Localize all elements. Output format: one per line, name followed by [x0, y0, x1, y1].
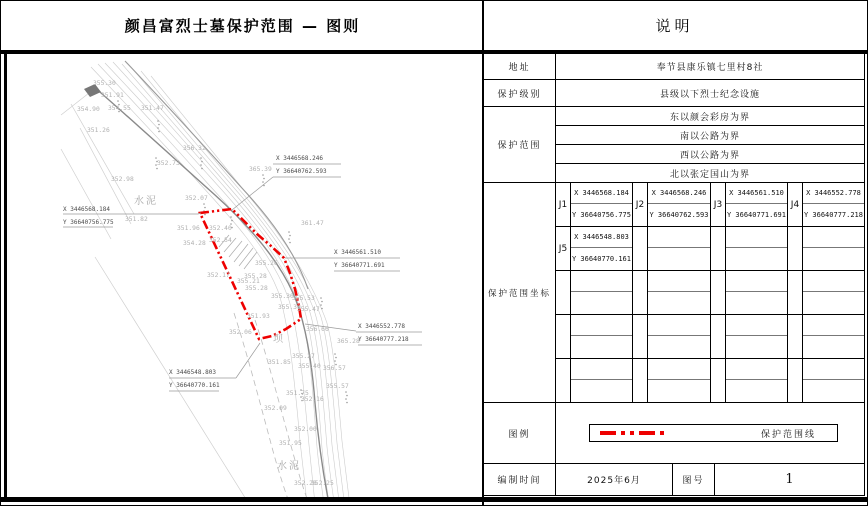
coord-y-value — [803, 336, 864, 358]
legend-item — [589, 424, 838, 442]
coord-point-values — [726, 315, 788, 359]
coord-point-id: J2 — [633, 183, 648, 227]
spot-elevation: 355.39 — [278, 304, 301, 311]
coord-point-id — [556, 315, 571, 359]
scope-west: 西以公路为界 — [556, 145, 865, 164]
survey-dots — [346, 402, 348, 404]
coord-point-id — [788, 359, 803, 403]
coord-point-values — [803, 183, 865, 227]
boundary-gray-line — [95, 257, 249, 497]
coord-point-id: J3 — [711, 183, 726, 227]
survey-dots — [200, 157, 202, 159]
spot-elevation: 352.09 — [264, 405, 287, 412]
spot-elevation: 352.06 — [229, 329, 252, 336]
callout-x-coordinate: X 3446568.246 — [276, 155, 323, 162]
spot-elevation: 352.16 — [301, 396, 324, 403]
protection-level-value: 县级以下烈士纪念设施 — [556, 80, 865, 107]
coord-point-values — [648, 315, 711, 359]
terrain-label: 水泥 — [134, 196, 158, 207]
callout-x-coordinate: X 3446548.803 — [169, 369, 216, 376]
coord-x-value — [726, 271, 787, 292]
spot-elevation: 361.47 — [301, 220, 324, 227]
survey-dots — [117, 100, 119, 102]
survey-dots — [263, 178, 265, 180]
sheet-title: 颜昌富烈士墓保护范围 — 图则 — [124, 17, 361, 35]
survey-dots — [204, 207, 206, 209]
terrain-label: 水泥 — [277, 461, 301, 472]
tomb-hatch — [234, 244, 248, 262]
coord-y-value — [803, 248, 864, 270]
survey-dots — [289, 242, 291, 244]
spot-elevation: 351.47 — [141, 105, 164, 112]
survey-dots — [201, 168, 203, 170]
coord-point-values — [648, 227, 711, 271]
contour-line — [98, 64, 315, 497]
coord-x-value — [648, 359, 710, 380]
coordinates-label: 保护范围坐标 — [484, 183, 556, 403]
coord-point-values — [571, 183, 633, 227]
survey-dots — [346, 395, 348, 397]
survey-dots — [288, 238, 290, 240]
coord-x-value — [726, 227, 787, 248]
spot-elevation: 354.90 — [77, 106, 100, 113]
address-label: 地址 — [484, 54, 556, 80]
coord-y-value — [571, 336, 632, 358]
spot-elevation: 352.17 — [207, 272, 230, 279]
notes-header: 说明 — [655, 17, 694, 35]
coord-point-values — [803, 315, 865, 359]
coord-point-values — [648, 183, 711, 227]
spot-elevation: 351.91 — [101, 92, 124, 99]
legend-label: 图例 — [484, 403, 556, 464]
survey-dots — [345, 398, 347, 400]
coord-x-value — [648, 227, 710, 248]
coord-x-value — [803, 271, 864, 292]
spot-elevation: 354.55 — [108, 105, 131, 112]
coord-y-value — [803, 292, 864, 314]
survey-dots — [321, 308, 323, 310]
address-value: 奉节县康乐镇七里村8社 — [556, 54, 865, 80]
spot-elevation: 354.28 — [183, 240, 206, 247]
spot-elevation: 356.32 — [183, 145, 206, 152]
coord-point-id — [633, 271, 648, 315]
survey-dots — [158, 131, 160, 133]
survey-dots — [289, 235, 291, 237]
coord-y-value — [648, 336, 710, 358]
coord-point-values — [648, 359, 711, 403]
callout-y-coordinate: Y 36640770.161 — [169, 382, 220, 389]
spot-elevation: 355.47 — [297, 306, 320, 313]
terrain-label: 坝 — [273, 334, 285, 345]
site-map — [2, 54, 482, 497]
coord-y-value: Y 36640756.775 — [571, 211, 631, 219]
coord-point-id — [711, 227, 726, 271]
survey-dots — [156, 168, 158, 170]
legend-line-label: 保护范围线 — [760, 429, 816, 440]
survey-dots — [335, 357, 337, 359]
coord-point-values — [571, 359, 633, 403]
coord-y-value — [726, 248, 787, 270]
spot-elevation: 355.28 — [245, 285, 268, 292]
survey-dots — [204, 214, 206, 216]
spot-elevation: 351.26 — [87, 127, 110, 134]
survey-dots — [320, 297, 322, 299]
survey-dots — [157, 120, 159, 122]
spot-elevation: 355.30 — [271, 293, 294, 300]
survey-dots — [157, 127, 159, 129]
survey-dots — [158, 124, 160, 126]
coord-x-value: X 3446561.510 — [726, 183, 787, 204]
scope-east: 东以颜会彩房为界 — [556, 107, 865, 126]
coord-y-value — [571, 292, 632, 314]
coord-point-id — [788, 315, 803, 359]
compile-date-value: 2025年6月 — [556, 464, 673, 496]
spot-elevation: 356.66 — [306, 326, 329, 333]
coord-point-id — [556, 271, 571, 315]
coord-point-id — [556, 359, 571, 403]
survey-dots — [203, 203, 205, 205]
coord-x-value — [726, 315, 787, 336]
coord-point-id: J5 — [556, 227, 571, 271]
callout-x-coordinate: X 3446552.778 — [358, 323, 405, 330]
callout-x-coordinate: X 3446568.184 — [63, 206, 110, 213]
coord-point-values — [726, 359, 788, 403]
callout-x-coordinate: X 3446561.510 — [334, 249, 381, 256]
coord-point-values — [803, 271, 865, 315]
survey-dots — [155, 157, 157, 159]
coord-y-value — [648, 380, 710, 402]
spot-elevation: 352.54 — [209, 237, 232, 244]
spot-elevation: 352.28 — [294, 480, 317, 487]
coord-x-value — [571, 271, 632, 292]
callout-y-coordinate: Y 36640771.691 — [334, 262, 385, 269]
spot-elevation: 352.40 — [209, 225, 232, 232]
legend-area — [556, 403, 865, 464]
coord-point-values — [726, 183, 788, 227]
spot-elevation: 351.82 — [125, 216, 148, 223]
survey-dots — [345, 391, 347, 393]
spot-elevation: 352.25 — [311, 480, 334, 487]
survey-dots — [262, 174, 264, 176]
coord-x-value — [726, 359, 787, 380]
coord-point-values — [726, 271, 788, 315]
spot-elevation: 355.30 — [93, 80, 116, 87]
survey-dots — [231, 220, 233, 222]
spot-elevation: 351.95 — [279, 440, 302, 447]
coord-point-id — [633, 359, 648, 403]
coord-x-value: X 3446552.778 — [803, 183, 864, 204]
coord-point-id — [633, 315, 648, 359]
spot-elevation: 352.98 — [111, 176, 134, 183]
spot-elevation: 355.27 — [292, 353, 315, 360]
spot-elevation: 355.28 — [244, 273, 267, 280]
spot-elevation: 355.57 — [326, 383, 349, 390]
coord-y-value: Y 36640762.593 — [649, 211, 709, 219]
coord-x-value — [803, 227, 864, 248]
coord-x-value — [571, 359, 632, 380]
spot-elevation: 351.75 — [286, 390, 309, 397]
coord-x-value: X 3446568.184 — [571, 183, 632, 204]
spot-elevation: 352.07 — [185, 195, 208, 202]
spot-elevation: 351.93 — [247, 313, 270, 320]
survey-dots — [320, 304, 322, 306]
spot-elevation: 352.00 — [294, 426, 317, 433]
callout-y-coordinate: Y 36640762.593 — [276, 168, 327, 175]
survey-dots — [200, 164, 202, 166]
coord-point-id — [711, 359, 726, 403]
compile-date-label: 编制时间 — [484, 464, 556, 496]
coord-y-value — [571, 380, 632, 402]
spot-elevation: 355.40 — [298, 363, 321, 370]
coord-point-values — [803, 359, 865, 403]
coord-x-value: X 3446568.246 — [648, 183, 710, 204]
coord-x-value — [803, 315, 864, 336]
coord-y-value — [726, 380, 787, 402]
spot-elevation: 351.85 — [268, 359, 291, 366]
survey-dots — [334, 353, 336, 355]
spot-elevation: 355.21 — [237, 278, 260, 285]
coord-point-id — [711, 271, 726, 315]
spot-elevation: 355.26 — [255, 260, 278, 267]
spot-elevation: 355.53 — [292, 295, 315, 302]
coord-y-value — [648, 248, 710, 270]
spot-elevation: 356.57 — [323, 365, 346, 372]
coord-x-value — [648, 271, 710, 292]
survey-dots — [334, 360, 336, 362]
coord-point-values — [726, 227, 788, 271]
coord-x-value — [803, 359, 864, 380]
notes-table — [484, 54, 865, 498]
coord-y-value — [726, 336, 787, 358]
road-line — [125, 61, 308, 289]
callout-leader — [236, 343, 260, 378]
survey-dots — [230, 216, 232, 218]
coord-point-values — [648, 271, 711, 315]
coord-point-id — [633, 227, 648, 271]
spot-elevation: 365.39 — [249, 166, 272, 173]
protection-level-label: 保护级别 — [484, 80, 556, 107]
boundary-gray-line — [71, 104, 134, 214]
sheet-number-label: 图号 — [673, 464, 715, 496]
coord-point-values — [571, 315, 633, 359]
coord-y-value: Y 36640770.161 — [571, 255, 631, 263]
coord-y-value — [726, 292, 787, 314]
coord-y-value — [648, 292, 710, 314]
coord-x-value — [648, 315, 710, 336]
callout-y-coordinate: Y 36640777.218 — [358, 336, 409, 343]
coord-y-value: Y 36640777.218 — [803, 211, 863, 219]
coord-x-value — [571, 315, 632, 336]
boundary-line-sample — [598, 428, 668, 438]
coord-y-value — [803, 380, 864, 402]
coord-point-values — [803, 227, 865, 271]
coord-point-id — [788, 271, 803, 315]
survey-dots — [262, 181, 264, 183]
coord-point-id: J1 — [556, 183, 571, 227]
tomb-hatch — [239, 248, 253, 266]
coord-y-value: Y 36640771.691 — [726, 211, 786, 219]
coord-point-id: J4 — [788, 183, 803, 227]
scope-north: 北以张定国山为界 — [556, 164, 865, 183]
coord-point-values — [571, 227, 633, 271]
spot-elevation: 351.96 — [177, 225, 200, 232]
coord-point-id — [711, 315, 726, 359]
survey-dots — [201, 161, 203, 163]
coord-point-id — [788, 227, 803, 271]
contour-line — [105, 63, 324, 497]
scope-south: 南以公路为界 — [556, 126, 865, 145]
spot-elevation: 352.73 — [157, 160, 180, 167]
callout-y-coordinate: Y 36640756.775 — [63, 219, 114, 226]
sheet-number-value: 1 — [715, 464, 865, 496]
coord-point-values — [571, 271, 633, 315]
protection-scope-label: 保护范围 — [484, 107, 556, 183]
survey-dots — [321, 301, 323, 303]
coordinates-grid — [556, 183, 865, 403]
spot-elevation: 365.28 — [337, 338, 360, 345]
coord-x-value: X 3446548.803 — [571, 227, 632, 248]
contour-line — [91, 67, 307, 497]
survey-dots — [288, 231, 290, 233]
